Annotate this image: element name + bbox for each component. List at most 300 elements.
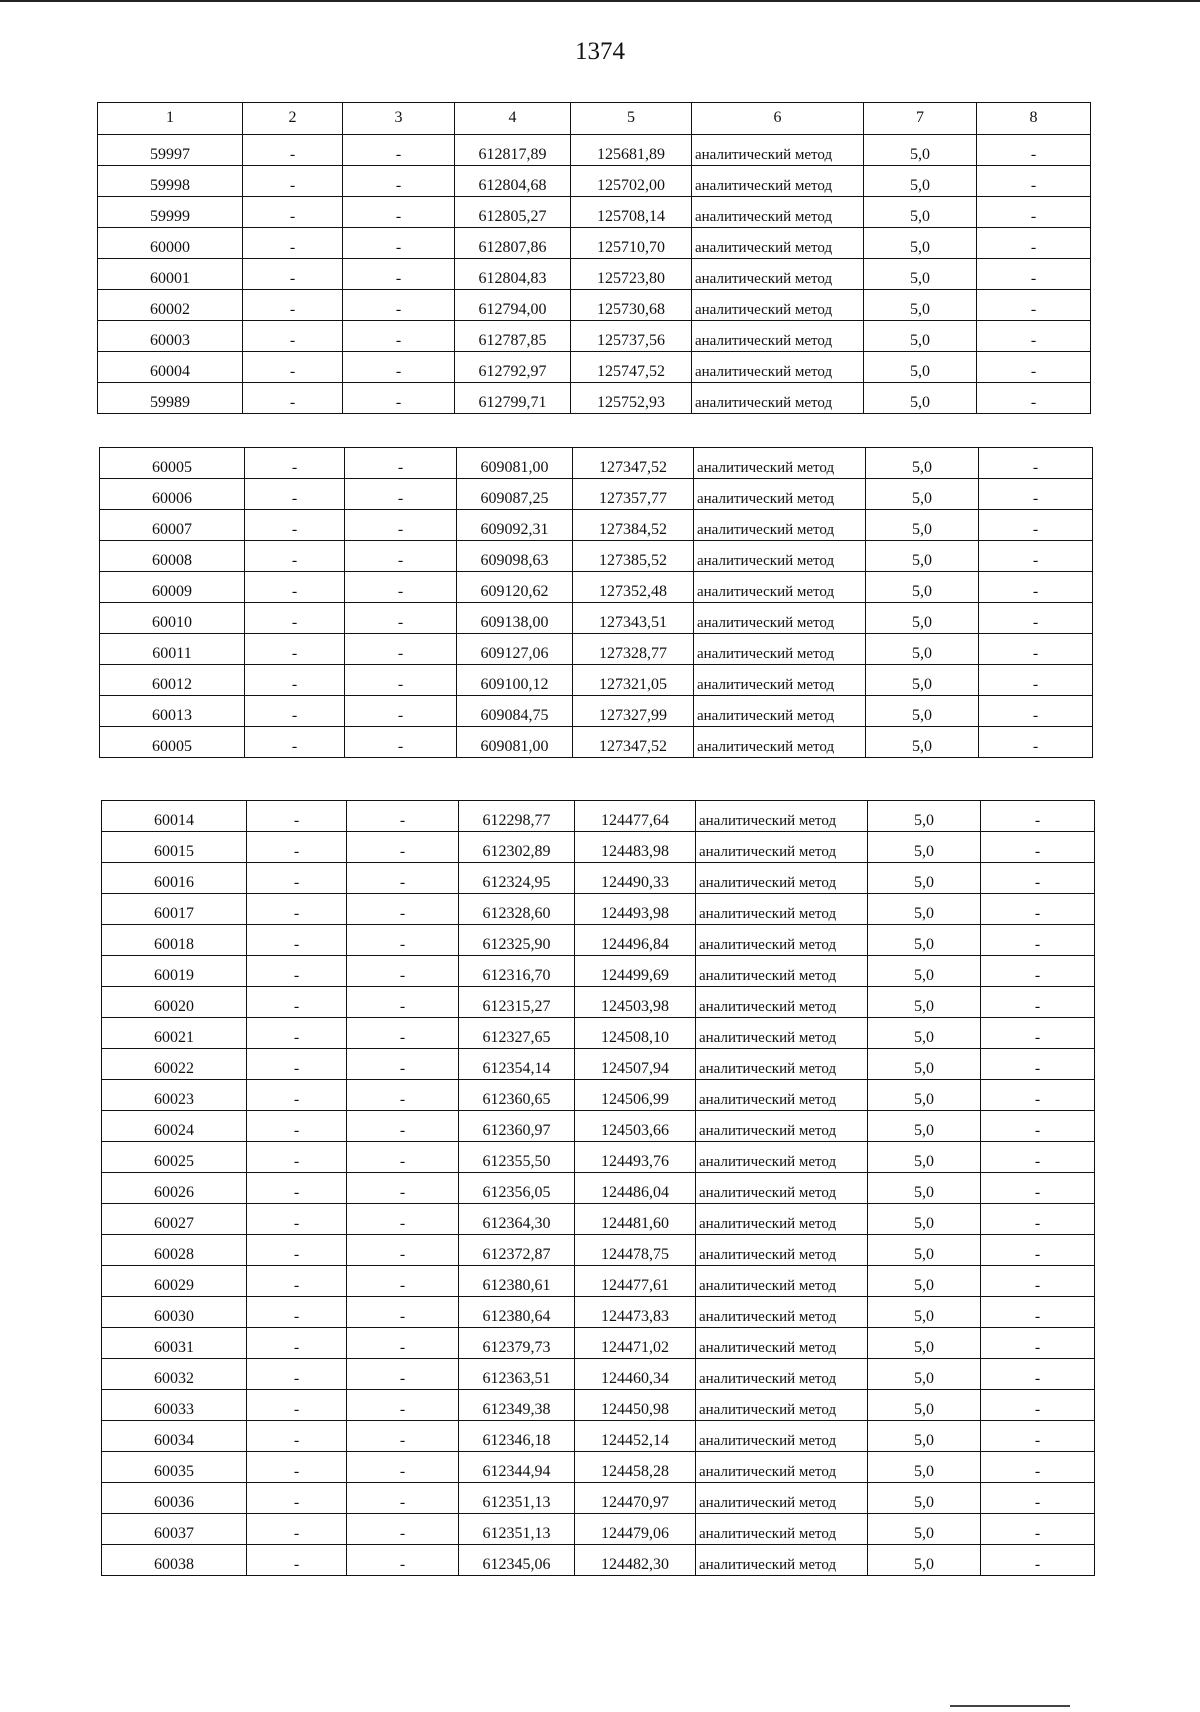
table-row (102, 1018, 1095, 1049)
table-row (102, 987, 1095, 1018)
table-row (98, 290, 1091, 321)
point-number-cell: 60025 (102, 1142, 247, 1173)
coord-y-cell: 125730,68 (571, 290, 692, 321)
coord-x-cell: 612328,60 (459, 894, 575, 925)
col-3-cell: - (343, 321, 455, 352)
accuracy-cell: 5,0 (868, 1297, 981, 1328)
col-3-cell: - (345, 541, 457, 572)
coord-y-cell: 127327,99 (573, 696, 694, 727)
table-row (102, 1235, 1095, 1266)
method-cell: аналитический метод (694, 479, 866, 510)
col-2-cell: - (243, 228, 343, 259)
col-8-cell: - (981, 1018, 1095, 1049)
coord-y-cell: 124507,94 (575, 1049, 696, 1080)
coord-y-cell: 124458,28 (575, 1452, 696, 1483)
coordinates-table-3 (101, 800, 1095, 1576)
table-row (102, 1483, 1095, 1514)
point-number-cell: 60000 (98, 228, 243, 259)
col-2-cell: - (245, 510, 345, 541)
point-number-cell: 59989 (98, 383, 243, 414)
coord-y-cell: 124486,04 (575, 1173, 696, 1204)
table-row (100, 541, 1093, 572)
method-cell: аналитический метод (694, 448, 866, 479)
table-row (102, 863, 1095, 894)
table-row (100, 510, 1093, 541)
col-8-cell: - (977, 166, 1091, 197)
coord-y-cell: 125747,52 (571, 352, 692, 383)
point-number-cell: 60022 (102, 1049, 247, 1080)
col-8-cell: - (979, 541, 1093, 572)
col-2-cell: - (247, 1111, 347, 1142)
col-8-cell: - (981, 1235, 1095, 1266)
table-row (102, 894, 1095, 925)
table-row (102, 1421, 1095, 1452)
accuracy-cell: 5,0 (868, 925, 981, 956)
point-number-cell: 60020 (102, 987, 247, 1018)
coord-y-cell: 124493,76 (575, 1142, 696, 1173)
col-2-cell: - (247, 956, 347, 987)
method-cell: аналитический метод (696, 1359, 868, 1390)
col-2-cell: - (243, 290, 343, 321)
col-8-cell: - (977, 259, 1091, 290)
method-cell: аналитический метод (696, 987, 868, 1018)
col-8-cell: - (977, 383, 1091, 414)
method-cell: аналитический метод (692, 135, 864, 166)
col-3-cell: - (347, 1545, 459, 1576)
method-cell: аналитический метод (696, 1049, 868, 1080)
method-cell: аналитический метод (696, 1080, 868, 1111)
header-cell-2: 2 (243, 103, 343, 135)
point-number-cell: 60029 (102, 1266, 247, 1297)
coord-y-cell: 124483,98 (575, 832, 696, 863)
accuracy-cell: 5,0 (864, 197, 977, 228)
coord-x-cell: 612360,97 (459, 1111, 575, 1142)
coord-y-cell: 125737,56 (571, 321, 692, 352)
col-8-cell: - (979, 634, 1093, 665)
table-row (98, 228, 1091, 259)
accuracy-cell: 5,0 (868, 1514, 981, 1545)
col-3-cell: - (347, 832, 459, 863)
accuracy-cell: 5,0 (868, 1142, 981, 1173)
coord-x-cell: 612346,18 (459, 1421, 575, 1452)
method-cell: аналитический метод (696, 1545, 868, 1576)
col-3-cell: - (347, 1452, 459, 1483)
accuracy-cell: 5,0 (868, 832, 981, 863)
point-number-cell: 60034 (102, 1421, 247, 1452)
accuracy-cell: 5,0 (866, 510, 979, 541)
col-2-cell: - (247, 832, 347, 863)
coord-x-cell: 612327,65 (459, 1018, 575, 1049)
col-2-cell: - (245, 603, 345, 634)
col-3-cell: - (347, 1390, 459, 1421)
accuracy-cell: 5,0 (868, 801, 981, 832)
accuracy-cell: 5,0 (868, 1235, 981, 1266)
accuracy-cell: 5,0 (864, 290, 977, 321)
accuracy-cell: 5,0 (864, 166, 977, 197)
coord-x-cell: 612799,71 (455, 383, 571, 414)
coord-x-cell: 612302,89 (459, 832, 575, 863)
col-3-cell: - (347, 863, 459, 894)
accuracy-cell: 5,0 (868, 1080, 981, 1111)
table-row (102, 1142, 1095, 1173)
coord-x-cell: 612354,14 (459, 1049, 575, 1080)
coord-y-cell: 124506,99 (575, 1080, 696, 1111)
coord-y-cell: 124452,14 (575, 1421, 696, 1452)
coord-y-cell: 127384,52 (573, 510, 694, 541)
col-2-cell: - (247, 1142, 347, 1173)
coord-y-cell: 124496,84 (575, 925, 696, 956)
coord-x-cell: 612345,06 (459, 1545, 575, 1576)
col-3-cell: - (347, 1173, 459, 1204)
accuracy-cell: 5,0 (868, 1359, 981, 1390)
col-3-cell: - (343, 166, 455, 197)
col-3-cell: - (343, 383, 455, 414)
col-3-cell: - (343, 197, 455, 228)
coord-x-cell: 609127,06 (457, 634, 573, 665)
point-number-cell: 60028 (102, 1235, 247, 1266)
coord-x-cell: 612380,64 (459, 1297, 575, 1328)
accuracy-cell: 5,0 (868, 1173, 981, 1204)
col-8-cell: - (981, 1204, 1095, 1235)
col-8-cell: - (979, 448, 1093, 479)
table-row (102, 1514, 1095, 1545)
col-3-cell: - (347, 987, 459, 1018)
col-8-cell: - (981, 1266, 1095, 1297)
col-2-cell: - (247, 1266, 347, 1297)
col-2-cell: - (245, 572, 345, 603)
accuracy-cell: 5,0 (864, 259, 977, 290)
table-row (100, 603, 1093, 634)
method-cell: аналитический метод (696, 1483, 868, 1514)
col-8-cell: - (981, 1173, 1095, 1204)
method-cell: аналитический метод (696, 1421, 868, 1452)
method-cell: аналитический метод (694, 665, 866, 696)
accuracy-cell: 5,0 (868, 1018, 981, 1049)
table-row (100, 665, 1093, 696)
coord-x-cell: 612787,85 (455, 321, 571, 352)
col-3-cell: - (345, 572, 457, 603)
point-number-cell: 60015 (102, 832, 247, 863)
point-number-cell: 60036 (102, 1483, 247, 1514)
table-row (102, 925, 1095, 956)
coord-y-cell: 125708,14 (571, 197, 692, 228)
col-2-cell: - (247, 894, 347, 925)
point-number-cell: 60005 (100, 448, 245, 479)
coord-x-cell: 612356,05 (459, 1173, 575, 1204)
table-header-row (98, 103, 1091, 135)
point-number-cell: 60035 (102, 1452, 247, 1483)
accuracy-cell: 5,0 (866, 448, 979, 479)
coord-x-cell: 612298,77 (459, 801, 575, 832)
method-cell: аналитический метод (692, 321, 864, 352)
point-number-cell: 59997 (98, 135, 243, 166)
coord-x-cell: 609087,25 (457, 479, 573, 510)
header-cell-4: 4 (455, 103, 571, 135)
col-2-cell: - (247, 1390, 347, 1421)
point-number-cell: 60008 (100, 541, 245, 572)
coord-x-cell: 612351,13 (459, 1514, 575, 1545)
col-8-cell: - (981, 1328, 1095, 1359)
col-2-cell: - (247, 925, 347, 956)
coord-x-cell: 612351,13 (459, 1483, 575, 1514)
col-3-cell: - (347, 1142, 459, 1173)
col-3-cell: - (343, 290, 455, 321)
col-3-cell: - (347, 956, 459, 987)
col-8-cell: - (977, 321, 1091, 352)
col-2-cell: - (247, 1173, 347, 1204)
accuracy-cell: 5,0 (868, 1204, 981, 1235)
point-number-cell: 60004 (98, 352, 243, 383)
col-8-cell: - (981, 925, 1095, 956)
method-cell: аналитический метод (694, 634, 866, 665)
col-8-cell: - (979, 727, 1093, 758)
table-row (100, 727, 1093, 758)
accuracy-cell: 5,0 (864, 321, 977, 352)
table-row (102, 1173, 1095, 1204)
col-3-cell: - (343, 228, 455, 259)
accuracy-cell: 5,0 (868, 1421, 981, 1452)
coord-x-cell: 612363,51 (459, 1359, 575, 1390)
coord-y-cell: 127321,05 (573, 665, 694, 696)
col-8-cell: - (979, 510, 1093, 541)
col-8-cell: - (981, 987, 1095, 1018)
col-8-cell: - (981, 1514, 1095, 1545)
method-cell: аналитический метод (692, 383, 864, 414)
col-3-cell: - (347, 894, 459, 925)
method-cell: аналитический метод (692, 228, 864, 259)
coord-x-cell: 612379,73 (459, 1328, 575, 1359)
coord-y-cell: 125681,89 (571, 135, 692, 166)
point-number-cell: 60014 (102, 801, 247, 832)
coordinates-table-2 (99, 447, 1093, 758)
coord-x-cell: 612807,86 (455, 228, 571, 259)
point-number-cell: 60012 (100, 665, 245, 696)
coord-y-cell: 127328,77 (573, 634, 694, 665)
table-row (98, 197, 1091, 228)
point-number-cell: 60011 (100, 634, 245, 665)
table-row (100, 448, 1093, 479)
point-number-cell: 60006 (100, 479, 245, 510)
coord-y-cell: 127357,77 (573, 479, 694, 510)
table-row (100, 696, 1093, 727)
accuracy-cell: 5,0 (866, 572, 979, 603)
coord-y-cell: 124493,98 (575, 894, 696, 925)
point-number-cell: 60001 (98, 259, 243, 290)
col-3-cell: - (347, 1328, 459, 1359)
coord-y-cell: 124503,66 (575, 1111, 696, 1142)
page-number: 1374 (575, 38, 625, 65)
table-row (102, 1545, 1095, 1576)
col-8-cell: - (977, 228, 1091, 259)
scan-edge-mark (950, 1705, 1070, 1707)
col-3-cell: - (347, 1111, 459, 1142)
coord-x-cell: 609100,12 (457, 665, 573, 696)
coord-y-cell: 124477,61 (575, 1266, 696, 1297)
point-number-cell: 60024 (102, 1111, 247, 1142)
coord-y-cell: 127352,48 (573, 572, 694, 603)
accuracy-cell: 5,0 (864, 352, 977, 383)
point-number-cell: 60013 (100, 696, 245, 727)
col-3-cell: - (345, 479, 457, 510)
table-row (98, 135, 1091, 166)
method-cell: аналитический метод (696, 1390, 868, 1421)
point-number-cell: 59998 (98, 166, 243, 197)
accuracy-cell: 5,0 (868, 894, 981, 925)
coord-y-cell: 124490,33 (575, 863, 696, 894)
table-row (102, 1328, 1095, 1359)
accuracy-cell: 5,0 (866, 665, 979, 696)
col-2-cell: - (247, 1359, 347, 1390)
accuracy-cell: 5,0 (866, 696, 979, 727)
coord-x-cell: 609120,62 (457, 572, 573, 603)
point-number-cell: 60021 (102, 1018, 247, 1049)
method-cell: аналитический метод (694, 541, 866, 572)
point-number-cell: 60037 (102, 1514, 247, 1545)
coord-y-cell: 124503,98 (575, 987, 696, 1018)
col-8-cell: - (981, 1421, 1095, 1452)
col-2-cell: - (247, 1297, 347, 1328)
col-3-cell: - (345, 727, 457, 758)
col-8-cell: - (981, 1080, 1095, 1111)
coord-y-cell: 124460,34 (575, 1359, 696, 1390)
method-cell: аналитический метод (696, 1235, 868, 1266)
col-2-cell: - (247, 1421, 347, 1452)
accuracy-cell: 5,0 (864, 383, 977, 414)
col-2-cell: - (245, 696, 345, 727)
col-2-cell: - (243, 321, 343, 352)
header-cell-3: 3 (343, 103, 455, 135)
method-cell: аналитический метод (696, 956, 868, 987)
accuracy-cell: 5,0 (866, 541, 979, 572)
col-3-cell: - (347, 1018, 459, 1049)
col-8-cell: - (981, 832, 1095, 863)
col-3-cell: - (345, 696, 457, 727)
coord-x-cell: 612804,68 (455, 166, 571, 197)
col-2-cell: - (245, 479, 345, 510)
col-2-cell: - (247, 1483, 347, 1514)
col-2-cell: - (247, 1545, 347, 1576)
point-number-cell: 60005 (100, 727, 245, 758)
coord-y-cell: 124470,97 (575, 1483, 696, 1514)
table-row (100, 572, 1093, 603)
point-number-cell: 60016 (102, 863, 247, 894)
method-cell: аналитический метод (696, 1452, 868, 1483)
coord-y-cell: 125723,80 (571, 259, 692, 290)
table-row (100, 479, 1093, 510)
coord-y-cell: 127343,51 (573, 603, 694, 634)
table-row (98, 321, 1091, 352)
coord-x-cell: 612315,27 (459, 987, 575, 1018)
coord-x-cell: 612817,89 (455, 135, 571, 166)
point-number-cell: 60031 (102, 1328, 247, 1359)
col-8-cell: - (981, 1142, 1095, 1173)
method-cell: аналитический метод (696, 1142, 868, 1173)
point-number-cell: 60018 (102, 925, 247, 956)
table-row (102, 1266, 1095, 1297)
method-cell: аналитический метод (696, 894, 868, 925)
col-3-cell: - (347, 1359, 459, 1390)
method-cell: аналитический метод (692, 290, 864, 321)
coord-y-cell: 127347,52 (573, 448, 694, 479)
table-row (102, 1111, 1095, 1142)
col-8-cell: - (979, 696, 1093, 727)
header-cell-8: 8 (977, 103, 1091, 135)
col-2-cell: - (245, 634, 345, 665)
col-8-cell: - (979, 665, 1093, 696)
table-row (98, 352, 1091, 383)
coord-x-cell: 612316,70 (459, 956, 575, 987)
accuracy-cell: 5,0 (868, 1390, 981, 1421)
coord-x-cell: 609081,00 (457, 448, 573, 479)
accuracy-cell: 5,0 (866, 727, 979, 758)
method-cell: аналитический метод (696, 925, 868, 956)
col-2-cell: - (247, 1514, 347, 1545)
method-cell: аналитический метод (692, 166, 864, 197)
method-cell: аналитический метод (696, 1111, 868, 1142)
coord-y-cell: 124482,30 (575, 1545, 696, 1576)
method-cell: аналитический метод (692, 259, 864, 290)
col-8-cell: - (981, 1452, 1095, 1483)
accuracy-cell: 5,0 (868, 1266, 981, 1297)
coordinates-table-1 (97, 102, 1091, 414)
coord-x-cell: 612364,30 (459, 1204, 575, 1235)
col-2-cell: - (247, 987, 347, 1018)
table-row (98, 383, 1091, 414)
method-cell: аналитический метод (692, 352, 864, 383)
col-8-cell: - (981, 894, 1095, 925)
point-number-cell: 60002 (98, 290, 243, 321)
col-2-cell: - (243, 383, 343, 414)
point-number-cell: 60026 (102, 1173, 247, 1204)
col-3-cell: - (347, 1483, 459, 1514)
col-2-cell: - (247, 863, 347, 894)
col-8-cell: - (981, 801, 1095, 832)
col-8-cell: - (981, 1049, 1095, 1080)
col-3-cell: - (347, 1235, 459, 1266)
method-cell: аналитический метод (696, 1297, 868, 1328)
coord-y-cell: 124450,98 (575, 1390, 696, 1421)
col-2-cell: - (245, 665, 345, 696)
col-2-cell: - (247, 1452, 347, 1483)
col-8-cell: - (981, 956, 1095, 987)
col-8-cell: - (977, 352, 1091, 383)
col-8-cell: - (977, 197, 1091, 228)
point-number-cell: 60023 (102, 1080, 247, 1111)
col-3-cell: - (345, 665, 457, 696)
coord-y-cell: 125702,00 (571, 166, 692, 197)
col-2-cell: - (243, 259, 343, 290)
coord-x-cell: 612349,38 (459, 1390, 575, 1421)
point-number-cell: 60038 (102, 1545, 247, 1576)
method-cell: аналитический метод (696, 1204, 868, 1235)
top-rule (0, 0, 1200, 2)
accuracy-cell: 5,0 (866, 479, 979, 510)
col-2-cell: - (245, 727, 345, 758)
col-3-cell: - (343, 352, 455, 383)
col-8-cell: - (979, 479, 1093, 510)
coord-y-cell: 127385,52 (573, 541, 694, 572)
col-3-cell: - (347, 1204, 459, 1235)
point-number-cell: 60033 (102, 1390, 247, 1421)
accuracy-cell: 5,0 (866, 603, 979, 634)
table-row (102, 801, 1095, 832)
col-2-cell: - (245, 448, 345, 479)
accuracy-cell: 5,0 (864, 135, 977, 166)
accuracy-cell: 5,0 (868, 1328, 981, 1359)
coord-x-cell: 612324,95 (459, 863, 575, 894)
col-8-cell: - (981, 1545, 1095, 1576)
method-cell: аналитический метод (696, 1173, 868, 1204)
